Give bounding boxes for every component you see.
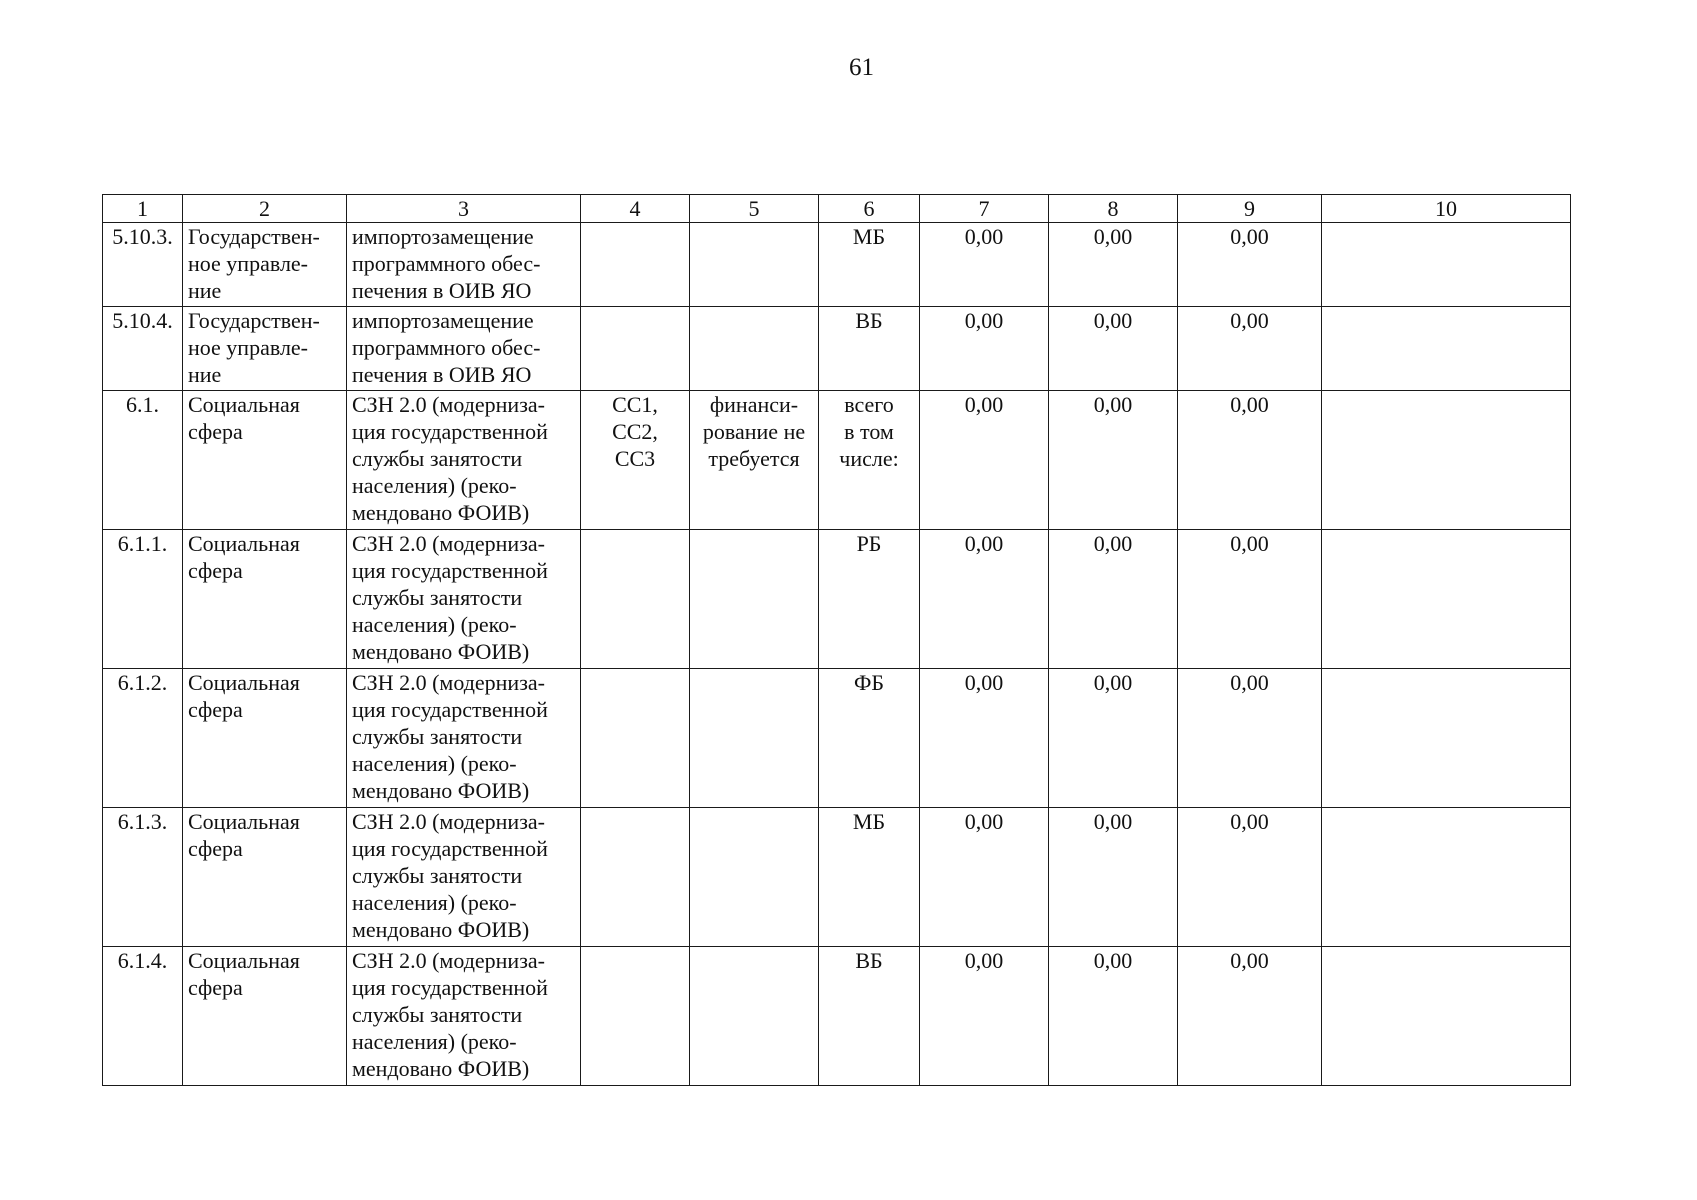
budget-source-cell: ВБ [819, 947, 920, 1086]
sector-cell: Социальная сфера [183, 808, 347, 947]
sector-cell: Социальная сфера [183, 530, 347, 669]
table-row [103, 307, 1571, 391]
budget-source-cell: ВБ [819, 307, 920, 391]
description-cell: импортозамещение программного обес- печения в ОИВ ЯО [347, 223, 581, 307]
code-cell [581, 947, 690, 1086]
row-number: 6.1.4. [103, 947, 183, 1086]
amount-cell: 0,00 [1178, 307, 1322, 391]
amount-cell: 0,00 [1049, 223, 1178, 307]
note-cell [1322, 530, 1571, 669]
amount-cell: 0,00 [920, 391, 1049, 530]
description-cell: импортозамещение программного обес- печения в ОИВ ЯО [347, 307, 581, 391]
note-cell [1322, 391, 1571, 530]
financing-note-cell [690, 669, 819, 808]
amount-cell: 0,00 [1049, 669, 1178, 808]
amount-cell: 0,00 [1178, 223, 1322, 307]
header-cell: 1 [103, 195, 183, 223]
header-cell: 6 [819, 195, 920, 223]
table-row [103, 947, 1571, 1086]
row-number: 6.1.1. [103, 530, 183, 669]
financing-note-cell [690, 808, 819, 947]
table-body [103, 223, 1571, 1086]
amount-cell: 0,00 [1178, 669, 1322, 808]
page-number: 61 [849, 54, 874, 81]
table-row [103, 808, 1571, 947]
budget-source-cell: ФБ [819, 669, 920, 808]
amount-cell: 0,00 [1178, 947, 1322, 1086]
note-cell [1322, 223, 1571, 307]
code-cell [581, 669, 690, 808]
amount-cell: 0,00 [1049, 530, 1178, 669]
budget-source-cell: РБ [819, 530, 920, 669]
amount-cell: 0,00 [1178, 391, 1322, 530]
code-cell [581, 223, 690, 307]
row-number: 5.10.3. [103, 223, 183, 307]
description-cell: СЗН 2.0 (модерниза- ция государственной службы занятости населения) (реко- мендовано ФОИВ) [347, 947, 581, 1086]
budget-source-cell: МБ [819, 223, 920, 307]
header-cell: 5 [690, 195, 819, 223]
amount-cell: 0,00 [920, 223, 1049, 307]
note-cell [1322, 307, 1571, 391]
code-cell [581, 808, 690, 947]
financing-note-cell [690, 223, 819, 307]
sector-cell: Государствен- ное управле- ние [183, 307, 347, 391]
code-cell [581, 307, 690, 391]
note-cell [1322, 669, 1571, 808]
description-cell: СЗН 2.0 (модерниза- ция государственной службы занятости населения) (реко- мендовано ФОИВ) [347, 391, 581, 530]
amount-cell: 0,00 [1178, 808, 1322, 947]
table-row [103, 530, 1571, 669]
header-cell: 10 [1322, 195, 1571, 223]
amount-cell: 0,00 [1049, 391, 1178, 530]
amount-cell: 0,00 [1049, 947, 1178, 1086]
row-number: 6.1. [103, 391, 183, 530]
amount-cell: 0,00 [920, 530, 1049, 669]
table-row [103, 223, 1571, 307]
financing-note-cell [690, 530, 819, 669]
amount-cell: 0,00 [920, 307, 1049, 391]
financing-note-cell [690, 947, 819, 1086]
code-cell: СС1, СС2, СС3 [581, 391, 690, 530]
header-cell: 8 [1049, 195, 1178, 223]
row-number: 6.1.2. [103, 669, 183, 808]
sector-cell: Социальная сфера [183, 947, 347, 1086]
sector-cell: Социальная сфера [183, 391, 347, 530]
amount-cell: 0,00 [920, 947, 1049, 1086]
budget-source-cell: МБ [819, 808, 920, 947]
amount-cell: 0,00 [1049, 307, 1178, 391]
data-table [102, 194, 1571, 1086]
amount-cell: 0,00 [920, 808, 1049, 947]
financing-note-cell: финанси- рование не требуется [690, 391, 819, 530]
budget-source-cell: всего в том числе: [819, 391, 920, 530]
description-cell: СЗН 2.0 (модерниза- ция государственной службы занятости населения) (реко- мендовано ФОИВ) [347, 808, 581, 947]
table-row [103, 391, 1571, 530]
amount-cell: 0,00 [920, 669, 1049, 808]
header-cell: 3 [347, 195, 581, 223]
header-cell: 4 [581, 195, 690, 223]
sector-cell: Социальная сфера [183, 669, 347, 808]
amount-cell: 0,00 [1049, 808, 1178, 947]
table-row [103, 669, 1571, 808]
row-number: 6.1.3. [103, 808, 183, 947]
code-cell [581, 530, 690, 669]
financing-note-cell [690, 307, 819, 391]
note-cell [1322, 947, 1571, 1086]
note-cell [1322, 808, 1571, 947]
header-cell: 9 [1178, 195, 1322, 223]
amount-cell: 0,00 [1178, 530, 1322, 669]
description-cell: СЗН 2.0 (модерниза- ция государственной службы занятости населения) (реко- мендовано ФОИВ) [347, 669, 581, 808]
description-cell: СЗН 2.0 (модерниза- ция государственной службы занятости населения) (реко- мендовано ФОИВ) [347, 530, 581, 669]
header-cell: 2 [183, 195, 347, 223]
sector-cell: Государствен- ное управле- ние [183, 223, 347, 307]
header-row [103, 195, 1571, 223]
row-number: 5.10.4. [103, 307, 183, 391]
header-cell: 7 [920, 195, 1049, 223]
